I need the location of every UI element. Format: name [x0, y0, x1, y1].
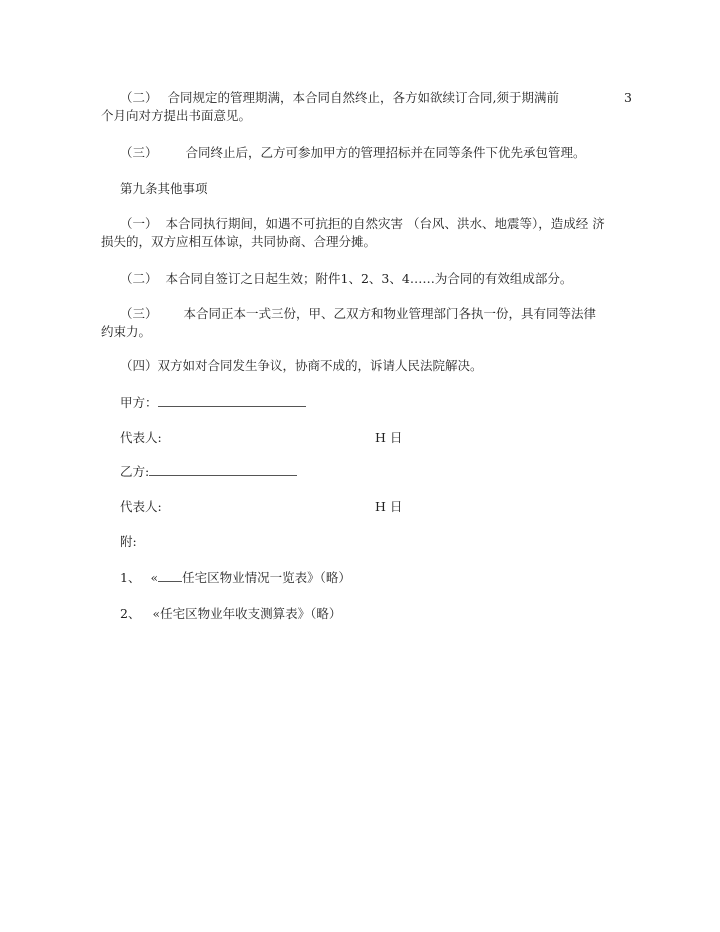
- clause8-item2-number: 3: [624, 90, 632, 105]
- clause9-item2-marker: （二）: [120, 271, 158, 286]
- party-b-line: [120, 463, 632, 481]
- clause9-item1-marker: （一）: [120, 216, 158, 231]
- party-b-blank: [149, 463, 297, 476]
- party-b-label: 乙方:: [120, 464, 150, 479]
- appendix-item1-blank: [158, 569, 182, 582]
- appendix-item1-num: 1、: [120, 570, 141, 585]
- clause9-item3-text-line1: 本合同正本一式三份，甲、乙双方和物业管理部门各执一份，具有同等法律: [183, 306, 597, 321]
- clause9-item4: （四）双方如对合同发生争议，协商不成的，诉请人民法院解决。: [120, 358, 483, 373]
- date-b: H 日: [375, 499, 403, 514]
- clause8-item2-marker: （二）: [120, 90, 158, 105]
- party-a-blank: [158, 394, 306, 407]
- clause9-item2: [120, 270, 632, 288]
- appendix-item2: [120, 605, 632, 623]
- date-a: H 日: [375, 430, 403, 445]
- party-a-label: 甲方：: [120, 395, 158, 410]
- clause8-item2-line2: 个月向对方提出书面意见。: [101, 108, 252, 123]
- clause8-item3: [120, 144, 632, 162]
- appendix-item1-prefix: «: [150, 570, 159, 585]
- clause9-item2-text: 本合同自签订之日起生效；附件1、2、3、4……为合同的有效组成部分。: [165, 271, 573, 286]
- appendix-item2-text: «任宅区物业年收支测算表》（略）: [152, 606, 342, 621]
- clause9-item3-line1: [120, 305, 632, 323]
- clause9-heading: 第九条其他事项: [120, 181, 208, 196]
- appendix-label: 附:: [120, 534, 137, 549]
- clause8-item2-text-line1: 合同规定的管理期满，本合同自然终止，各方如欲续订合同,须于期满前: [167, 90, 559, 105]
- clause8-item2-line1: [120, 89, 632, 107]
- appendix-item2-num: 2、: [120, 606, 141, 621]
- clause9-item1-text-line1: 本合同执行期间，如遇不可抗拒的自然灾害 （台风、洪水、地震等），造成经 济: [165, 216, 605, 231]
- clause8-item3-marker: （三）: [120, 145, 158, 160]
- clause9-item1-line1: [120, 215, 632, 233]
- clause9-item3-line2: 约束力。: [101, 324, 152, 339]
- clause9-item3-marker: （三）: [120, 306, 158, 321]
- clause8-item3-text: 合同终止后，乙方可参加甲方的管理招标并在同等条件下优先承包管理。: [185, 145, 586, 160]
- clause9-item1-line2: 损失的，双方应相互体谅，共同协商、合理分摊。: [101, 234, 377, 249]
- appendix-item1: [120, 569, 632, 587]
- appendix-item1-text: 任宅区物业情况一览表》（略）: [182, 570, 351, 585]
- party-a-line: [120, 394, 632, 412]
- rep-a-label: 代表人:: [120, 430, 162, 445]
- rep-b-label: 代表人:: [120, 499, 162, 514]
